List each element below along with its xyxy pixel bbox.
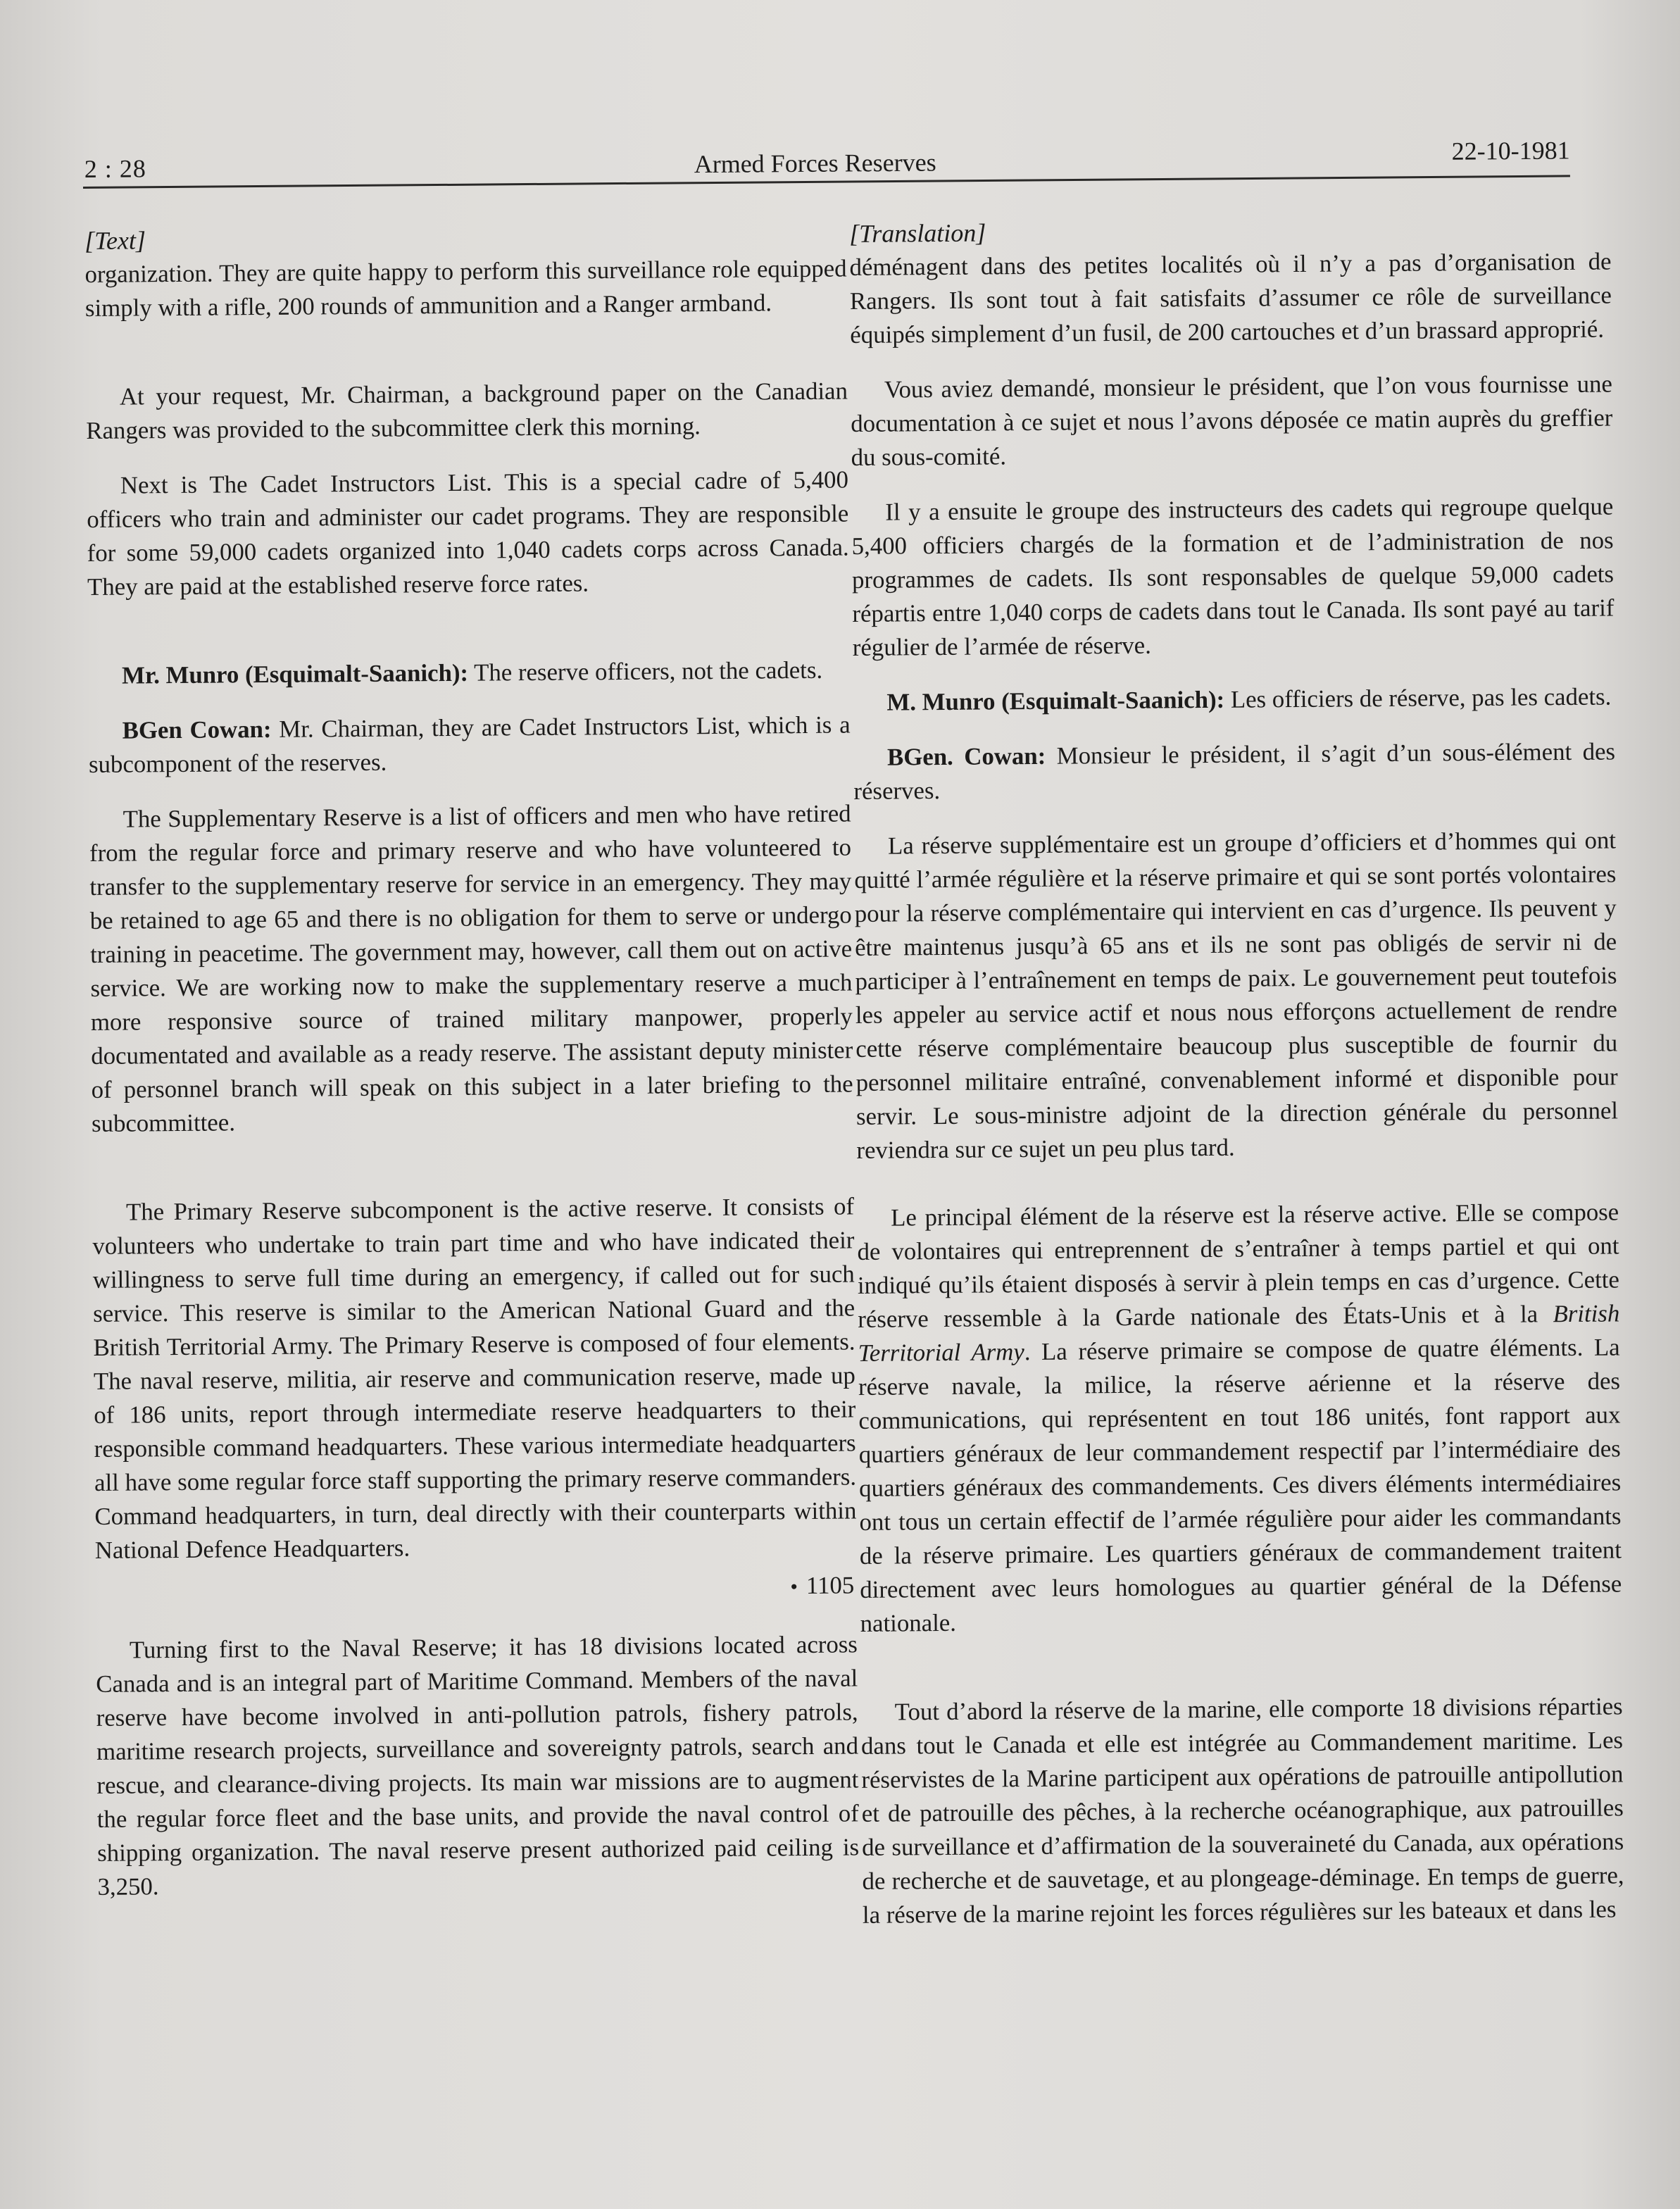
paragraph: Il y a ensuite le groupe des instructeurs des cadets qui regroupe quelque 5,400 officiers chargés de la formation et de l’administration de nos programmes de cadets. Ils sont responsables de quelque 59,000 cadets répartis entre 1,040 corps de cadets dans tout le Canada. Ils sont payé au tarif régulier de l’armée de réserve.: [851, 492, 1615, 661]
speech-text: Les officiers de réserve, pas les cadets.: [1224, 682, 1612, 713]
paragraph: Turning first to the Naval Reserve; it has 18 divisions located across Canada and is an integral part of Maritime Command. Members of the naval reserve have become involved in anti-pollution patrols, fishery patrols, maritime research projects, surveillance and sovereignty patrols, search and rescue, and clearance-diving projects. Its main war missions are to augment the regular force fleet and the base units, and provide the naval control of shipping organization. The naval reserve present authorized paid ceiling is 3,250.: [96, 1630, 860, 1901]
speaker-name: BGen Cowan:: [122, 715, 272, 744]
paragraph: [857, 1195, 1622, 1640]
paragraph: La réserve supplémentaire est un groupe d’officiers et d’hommes qui ont quitté l’armée régulière et la réserve primaire et qui se sont portés volontaires pour la réserve complémentaire qui intervient en cas d’urgence. Ils peuvent y être maintenus jusqu’à 65 ans et ils ne sont pas obligés de servir ni de participer à l’entraînement en temps de paix. Le gouvernement peut toutefois les appeler au service actif et nous nous efforçons actuellement de rendre cette réserve complémentaire beaucoup plus susceptible de fournir du personnel militaire entraîné, convenablement informé et disponible pour servir. Le sous-ministre adjoint de la direction générale du personnel reviendra sur ce sujet un peu plus tard.: [854, 826, 1619, 1164]
speaker-paragraph: [88, 708, 851, 781]
time-marker: [95, 1568, 857, 1609]
speaker-paragraph: [853, 734, 1616, 808]
paragraph-text: . La réserve primaire se compose de quatre éléments. La réserve navale, la milice, la réserve aérienne et la réserve des communications, qui représentent en tout 186 unités, font rapport aux quartiers généraux de leur commandement respectif par l’intermédiaire des quartiers généraux des commandements. Ces divers éléments intermédiaires ont tous un certain effectif de l’armée régulière pour aider les commandants de la réserve primaire. Les quartiers généraux de commandement traitent directement avec leurs homologues au quartier général de la Défense nationale.: [858, 1333, 1622, 1637]
paragraph: At your request, Mr. Chairman, a background paper on the Canadian Rangers was provided to the subcommittee clerk this morning.: [86, 377, 848, 444]
paragraph: Vous aviez demandé, monsieur le président, que l’on vous fournisse une documentation à ce sujet et nous l’avons déposée ce matin auprès du greffier du sous-comité.: [851, 370, 1613, 471]
paragraph: Tout d’abord la réserve de la marine, elle comporte 18 divisions réparties dans tout le Canada et elle est intégrée au Commandement maritime. Les réservistes de la Marine participent aux opérations de patrouille antipollution et de patrouille des pêches, à la recherche océanographique, aux patrouilles de surveillance et d’affirmation de la souveraineté du Canada, aux opérations de recherche et de sauvetage, et au plongeage-déminage. En temps de guerre, la réserve de la marine rejoint les forces régulières sur les bateaux et dans les: [860, 1692, 1624, 1929]
speech-text: Monsieur le président, il s’agit d’un sous-élément des réserves.: [853, 737, 1616, 805]
paragraph: organization. They are quite happy to perform this surveillance role equipped simply with a rifle, 200 rounds of ammunition and a Ranger armband.: [84, 254, 847, 322]
bullet-icon: •: [790, 1575, 798, 1599]
speech-text: Mr. Chairman, they are Cadet Instructors List, which is a subcomponent of the reserves.: [88, 711, 851, 778]
header-date: 22-10-1981: [1451, 136, 1570, 165]
column-label: [Text]: [84, 226, 146, 255]
column-label: [Translation]: [849, 218, 986, 248]
paragraph: déménagent dans des petites localités où il n’y a pas d’organisation de Rangers. Ils sont tout à fait satisfaits d’assumer ce rôle de surveillance équipés simplement d’un fusil, de 200 cartouches et d’un brassard approprié.: [849, 247, 1612, 349]
speaker-name: M. Munro (Esquimalt-Saanich):: [886, 685, 1225, 716]
italic-text: British Territorial Army: [858, 1299, 1620, 1367]
paragraph-text: Le principal élément de la réserve est la réserve active. Elle se compose de volontaires qui entreprennent de s’entraîner à temps partiel et qui ont indiqué qu’ils étaient disposés à servir à plein temps en cas d’urgence. Cette réserve ressemble à la Garde nationale des États-Unis et à la: [857, 1198, 1620, 1333]
paragraph: Next is The Cadet Instructors List. This is a special cadre of 5,400 officers who train and administer our cadet programs. They are responsible for some 59,000 cadets organized into 1,040 cadets corps across Canada. They are paid at the established reserve force rates.: [87, 465, 849, 601]
time-marker-text: 1105: [805, 1571, 855, 1600]
paragraph: The Primary Reserve subcomponent is the active reserve. It consists of volunteers who undertake to train part time and who have indicated their willingness to serve full time during an emergency, if called out for such service. This reserve is similar to the American National Guard and the British Territorial Army. The Primary Reserve is composed of four elements. The naval reserve, militia, air reserve and communication reserve, made up of 186 units, report through intermediate reserve headquarters to their responsible command headquarters. These various intermediate headquarters all have some regular force staff supporting the primary reserve commanders. Command headquarters, in turn, deal directly with their counterparts within National Defence Headquarters.: [92, 1192, 857, 1564]
speaker-name: Mr. Munro (Esquimalt-Saanich):: [121, 658, 469, 689]
page-number: 2 : 28: [84, 154, 146, 183]
running-title: Armed Forces Reserves: [694, 148, 936, 179]
english-column: [84, 218, 860, 1904]
speaker-paragraph: [88, 653, 850, 692]
french-column: [849, 211, 1624, 1932]
speaker-name: BGen. Cowan:: [886, 741, 1046, 771]
page-header: [83, 132, 1570, 189]
paragraph: The Supplementary Reserve is a list of officers and men who have retired from the regular force and primary reserve and who have volunteered to transfer to the supplementary reserve for service in an emergency. They may be retained to age 65 and there is no obligation for them to serve or undergo training in peacetime. The government may, however, call them out on active service. We are working now to make the supplementary reserve a much more responsive source of trained military manpower, properly documentated and available as a ready reserve. The assistant deputy minister of personnel branch will speak on this subject in a later briefing to the subcommittee.: [89, 799, 853, 1137]
speech-text: The reserve officers, not the cadets.: [468, 656, 823, 687]
speaker-paragraph: [853, 680, 1615, 719]
